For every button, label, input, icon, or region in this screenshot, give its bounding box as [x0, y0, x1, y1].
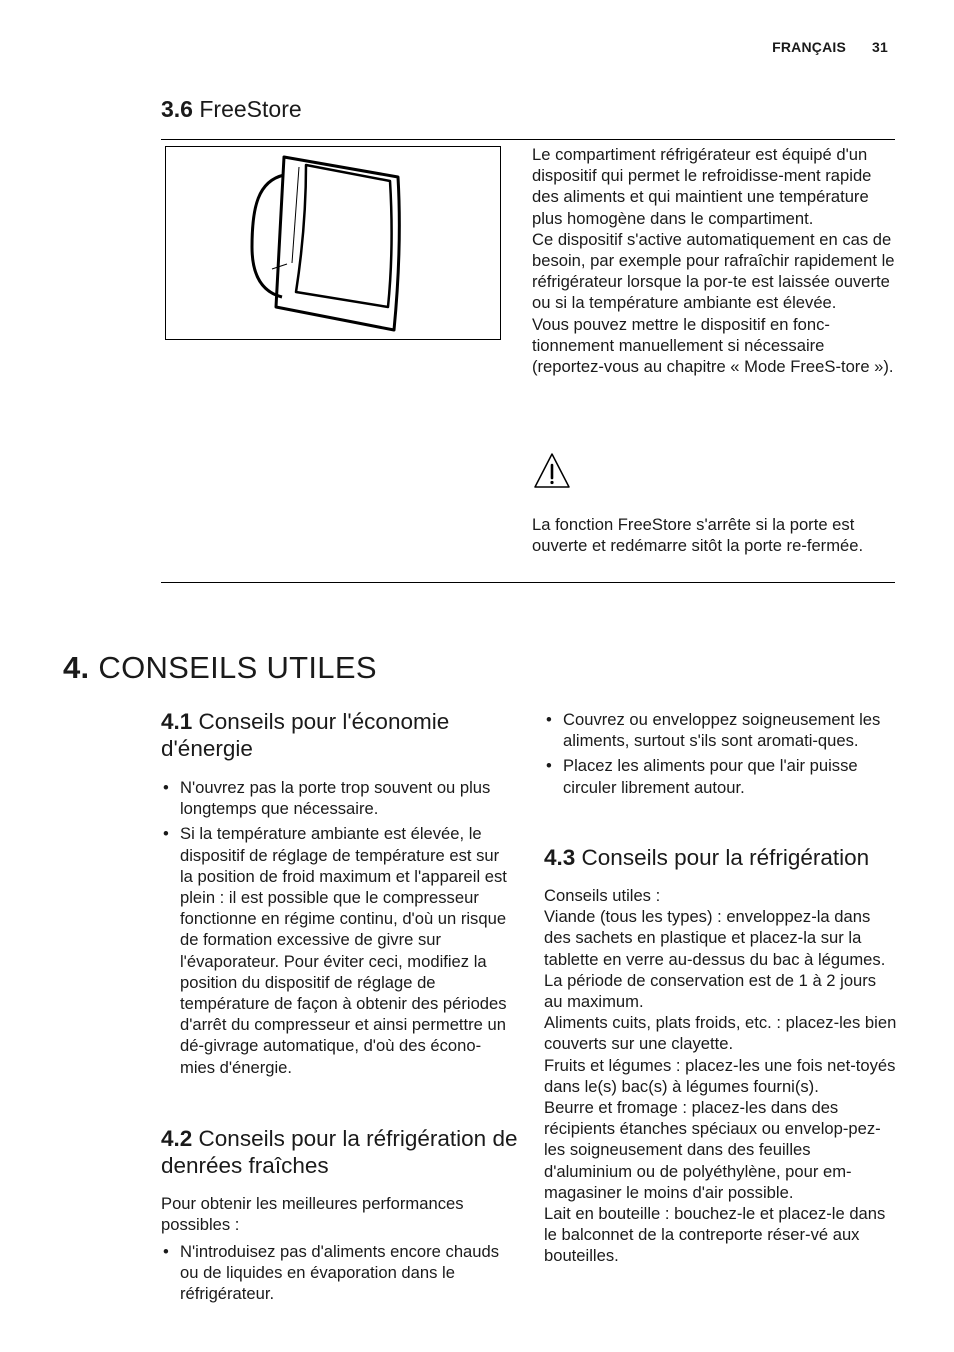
- section-4-3-heading: [544, 844, 904, 871]
- page-header: [772, 39, 888, 55]
- freestore-description: [532, 144, 896, 377]
- page-number: 31: [872, 39, 888, 55]
- section-number: 4.2: [161, 1126, 193, 1151]
- section-bottom-rule: [161, 582, 895, 583]
- tip-line: Beurre et fromage : placez-les dans des récipients étanches spéciaux ou envelop-pez-les soigneusement dans des feuilles d'aluminium ou de polyéthylène, pour em-magasiner le moins d'air possible.: [544, 1098, 881, 1202]
- section-3-6-heading: [161, 96, 302, 123]
- list-item: • Placez les aliments pour que l'air puisse circuler librement autour.: [544, 755, 898, 797]
- list-item: • Si la température ambiante est élevée, le dispositif de réglage de température est sur la position de froid maximum et l'appareil est plein : il est possible que le compresseur fonctionne en régime continu, d'où un risque de formation excessive de givre sur l'évaporateur. Pour éviter ceci, modifiez la position du dispositif de réglage de température de façon à obtenir des périodes d'arrêt du compresseur et ainsi permettre un dé-givrage automatique, d'où des écono-mies d'énergie.: [161, 823, 511, 1077]
- section-number: 4.3: [544, 845, 576, 870]
- chapter-4-heading: [63, 650, 377, 686]
- tip-line: La période de conservation est de 1 à 2 jours au maximum.: [544, 970, 877, 1012]
- tip-line: Viande (tous les types) : enveloppez-la dans des sachets en plastique et placez-la sur la tablette en verre au-dessus du bac à légumes.: [544, 907, 886, 969]
- section-title: Conseils pour la réfrigération de denrées fraîches: [161, 1126, 518, 1178]
- tip-line: Lait en bouteille : bouchez-le et placez-le dans le balconnet de la contreporte réser-vé aux bouteilles.: [544, 1204, 886, 1266]
- section-number: 4.1: [161, 709, 193, 734]
- section-top-rule: [161, 139, 895, 140]
- fresh-food-list: [161, 1241, 511, 1309]
- section-4-2-heading: [161, 1125, 531, 1179]
- freestore-device-drawing: [166, 147, 500, 339]
- freestore-paragraph-2: Ce dispositif s'active automatiquement en cas de besoin, par exemple pour rafraîchir rapidement le réfrigérateur lorsque la por-te est laissée ouverte ou si la température ambiante est élevée.: [532, 229, 895, 313]
- section-4-1-heading: [161, 708, 521, 762]
- tip-line: Fruits et légumes : placez-les une fois net-toyés dans le(s) bac(s) à légumes fourni(s).: [544, 1055, 896, 1096]
- freestore-paragraph-1: Le compartiment réfrigérateur est équipé d'un dispositif qui permet le refroidisse-ment rapide des aliments et qui maintient une température plus homogène dans le compartiment.: [532, 145, 872, 228]
- section-title: Conseils pour la réfrigération: [581, 845, 870, 870]
- freestore-illustration: [165, 146, 501, 340]
- tip-line: Conseils utiles :: [544, 886, 661, 905]
- freestore-warning-text: La fonction FreeStore s'arrête si la porte est ouverte et redémarre sitôt la porte re-fermée.: [532, 515, 864, 556]
- chapter-title: CONSEILS UTILES: [98, 650, 377, 685]
- section-number: 3.6: [161, 96, 193, 122]
- list-item: • N'introduisez pas d'aliments encore chauds ou de liquides en évaporation dans le réfrigérateur.: [161, 1241, 511, 1305]
- list-item: • N'ouvrez pas la porte trop souvent ou plus longtemps que nécessaire.: [161, 777, 511, 819]
- header-language: FRANÇAIS: [772, 39, 847, 55]
- fresh-food-list-continued: [544, 709, 898, 802]
- list-item: • Couvrez ou enveloppez soigneusement les aliments, surtout s'ils sont aromati-ques.: [544, 709, 898, 751]
- section-title: FreeStore: [199, 96, 302, 122]
- energy-tips-list: [161, 777, 511, 1082]
- freestore-paragraph-3: Vous pouvez mettre le dispositif en fonc-tionnement manuellement si nécessaire (reportez-vous au chapitre « Mode FreeS-tore »).: [532, 314, 894, 377]
- section-title: Conseils pour l'économie d'énergie: [161, 709, 450, 761]
- chapter-number: 4.: [63, 650, 90, 685]
- fresh-food-intro: Pour obtenir les meilleures performances possibles :: [161, 1194, 464, 1235]
- refrigeration-tips: [544, 885, 898, 1267]
- warning-triangle-icon: [532, 451, 572, 491]
- tip-line: Aliments cuits, plats froids, etc. : placez-les bien couverts sur une clayette.: [544, 1013, 897, 1054]
